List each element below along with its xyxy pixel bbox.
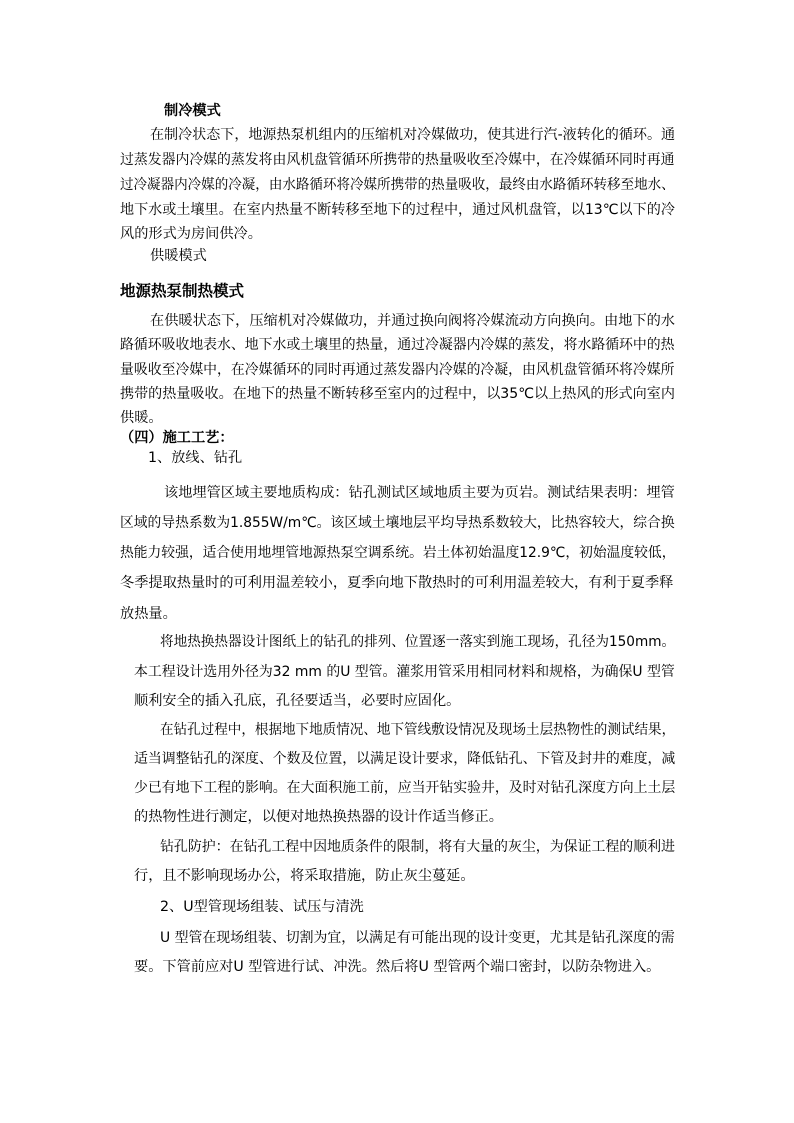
para3-line-1: 在钻孔过程中，根据地下地质情况、地下管线敷设情况及现场土层热物性的测试结果，: [160, 722, 676, 738]
heating-line-5: 供暖。: [120, 410, 163, 426]
para3-line-2: 适当调整钻孔的深度、个数及位置，以满足设计要求，降低钻孔、下管及封井的难度，减: [134, 751, 676, 767]
para3-line-4: 的热物性进行测定，以便对地热换热器的设计作适当修正。: [134, 809, 503, 825]
para3-line-3: 少已有地下工程的影响。在大面积施工前，应当开钻实验井，及时对钻孔深度方向上土层: [134, 780, 676, 796]
para1-line-1: 该地埋管区域主要地质构成：钻孔测试区域地质主要为页岩。测试结果表明：埋管: [164, 485, 675, 501]
cooling-heading: 制冷模式: [164, 103, 221, 119]
para4-line-2: 行，且不影响现场办公，将采取措施，防止灰尘蔓延。: [134, 868, 475, 884]
para4-line-1: 钻孔防护：在钻孔工程中因地质条件的限制，将有大量的灰尘，为保证工程的顺利进: [160, 839, 675, 855]
heating-heading: 地源热泵制热模式: [120, 282, 245, 300]
para5-line-1: U 型管在现场组装、切割为宜，以满足有可能出现的设计变更，尤其是钻孔深度的需: [160, 930, 675, 946]
heating-line-3: 量吸收至冷媒中，在冷媒循环的同时再通过蒸发器内冷媒的冷凝，由风机盘管循环将冷媒所: [120, 362, 675, 378]
para1-line-5: 放热量。: [120, 606, 177, 622]
subheading-u-pipe: 2、U型管现场组装、试压与清洗: [160, 899, 364, 915]
cooling-line-1: 在制冷状态下，地源热泵机组内的压缩机对冷媒做功，使其进行汽-液转化的循环。通: [150, 127, 676, 143]
heating-label: 供暖模式: [150, 248, 207, 264]
construction-heading: （四）施工工艺：: [120, 430, 234, 446]
heating-line-4: 携带的热量吸收。在地下的热量不断转移至室内的过程中，以35℃以上热风的形式向室内: [120, 386, 675, 402]
heating-line-2: 路循环吸收地表水、地下水或土壤里的热量，通过冷凝器内冷媒的蒸发，将水路循环中的热: [120, 337, 675, 353]
para5-line-2: 要。下管前应对U 型管进行试、冲洗。然后将U 型管两个端口密封，以防杂物进入。: [134, 959, 661, 975]
cooling-line-4: 地下水或土壤里。在室内热量不断转移至地下的过程中，通过风机盘管，以13℃以下的冷: [120, 202, 675, 218]
cooling-line-5: 风的形式为房间供冷。: [120, 226, 262, 242]
para1-line-2: 区域的导热系数为1.855W/m℃。该区域土壤地层平均导热系数较大，比热容较大，综合换: [120, 515, 675, 531]
heating-line-1: 在供暖状态下，压缩机对冷媒做功，并通过换向阀将冷媒流动方向换向。由地下的水: [150, 313, 675, 329]
cooling-line-3: 过冷凝器内冷媒的冷凝，由水路循环将冷媒所携带的热量吸收，最终由水路循环转移至地水、: [120, 177, 675, 193]
subheading-drilling: 1、放线、钻孔: [148, 450, 243, 466]
para2-line-2: 本工程设计选用外径为32 mm 的U 型管。灌浆用管采用相同材料和规格，为确保U 型管: [134, 664, 675, 680]
para1-line-4: 冬季提取热量时的可利用温差较小，夏季向地下散热时的可利用温差较大，有利于夏季释: [120, 575, 674, 591]
para1-line-3: 热能力较强，适合使用地埋管地源热泵空调系统。岩土体初始温度12.9℃，初始温度较低，: [120, 545, 676, 561]
para2-line-1: 将地热换热器设计图纸上的钻孔的排列、位置逐一落实到施工现场，孔径为150mm。: [160, 634, 676, 650]
para2-line-3: 顺利安全的插入孔底，孔径要适当，必要时应固化。: [134, 693, 461, 709]
cooling-line-2: 过蒸发器内冷媒的蒸发将由风机盘管循环所携带的热量吸收至冷媒中，在冷媒循环同时再通: [120, 152, 675, 168]
